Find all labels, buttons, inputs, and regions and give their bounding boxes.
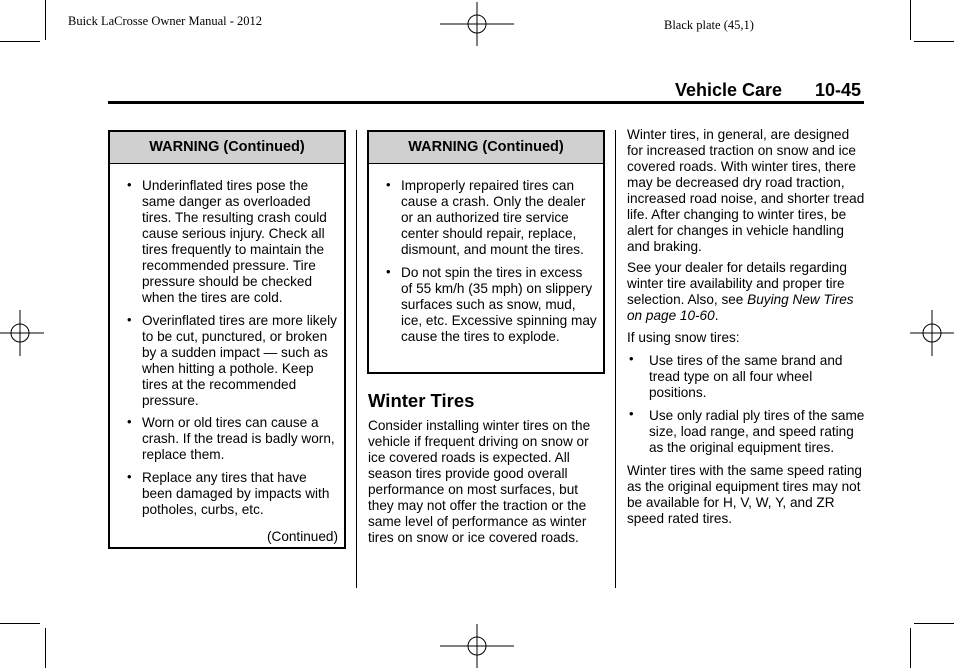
list-item: • Use tires of the same brand and tread type on all four wheel positions. [629, 351, 843, 400]
crop-mark [910, 0, 911, 40]
crop-mark [0, 41, 40, 42]
list-item: • Underinflated tires pose the same danger as overloaded tires. The resulting crash could cause serious injury. Check all tires frequently to maintain the recommended pressure. Tire pressure should be checked when the tires are cold. [127, 177, 327, 305]
bullet-icon: • [629, 351, 634, 366]
column-divider [356, 130, 357, 588]
column-three [627, 127, 867, 527]
section-heading: Winter Tires [368, 390, 475, 411]
bullet-icon: • [127, 414, 132, 429]
body-paragraph: If using snow tires: [627, 330, 740, 345]
page-number: 10-45 [815, 80, 862, 100]
list-item: • Worn or old tires can cause a crash. If the tread is badly worn, replace them. [127, 414, 335, 462]
warning-box [108, 130, 346, 549]
list-item: • Improperly repaired tires can cause a crash. Only the dealer or an authorized tire service center should repair, replace, dismount, and mount the tires. [386, 177, 586, 257]
crop-mark [45, 628, 46, 668]
registration-mark-icon [440, 624, 514, 668]
list-item: • Do not spin the tires in excess of 55 km/h (35 mph) on slippery surfaces such as snow, mud, ice, etc. Excessive spinning may cause the tires to explode. [386, 263, 597, 344]
continued-label: (Continued) [266, 529, 338, 544]
list-item: • Use only radial ply tires of the same size, load range, and speed rating as the original equipment tires. [629, 406, 865, 455]
column-divider [615, 130, 616, 588]
registration-mark-icon [0, 310, 44, 356]
bullet-icon: • [127, 468, 132, 484]
bullet-icon: • [386, 177, 391, 192]
crop-mark [910, 628, 911, 668]
list-item: • Overinflated tires are more likely to be cut, punctured, or broken by a sudden impact — such as when hitting a pothole. Keep tires at the recommended pressure. [127, 311, 337, 408]
body-paragraph: See your dealer for details regarding winter tire availability and proper tire selection. Also, see Buying New Tires on page 10-60. [627, 260, 854, 323]
registration-mark-icon [440, 2, 514, 46]
bullet-icon: • [127, 311, 132, 327]
body-paragraph: Winter tires, in general, are designed for increased traction on snow and ice covered roads. With winter tires, there may be decreased dry road traction, increased road noise, and shorter tread life. After changing to winter tires, be alert for changes in vehicle handling and braking. [627, 127, 865, 254]
crop-mark [0, 623, 40, 624]
crop-mark [45, 0, 46, 40]
manual-title: Buick LaCrosse Owner Manual - 2012 [68, 14, 263, 28]
body-paragraph: Consider installing winter tires on the vehicle if frequent driving on snow or ice covered roads is expected. All season tires provide good overall performance on most surfaces, but they may not offer the traction or the same level of performance as winter tires on snow or ice covered roads. [368, 418, 591, 545]
list-item: • Replace any tires that have been damaged by impacts with potholes, curbs, etc. [127, 468, 330, 517]
warning-box [367, 130, 605, 374]
plate-label: Black plate (45,1) [664, 18, 754, 32]
registration-mark-icon [910, 310, 954, 356]
crop-mark [914, 623, 954, 624]
bullet-icon: • [386, 263, 391, 279]
header-rule [108, 101, 864, 104]
crop-mark [914, 41, 954, 42]
cross-reference-link[interactable]: Buying New Tires on page 10-60 [627, 292, 854, 323]
bullet-icon: • [629, 406, 634, 421]
warning-title: WARNING (Continued) [369, 132, 603, 164]
warning-title: WARNING (Continued) [110, 132, 344, 164]
bullet-icon: • [127, 177, 132, 192]
section-title: Vehicle Care [675, 80, 783, 100]
body-paragraph: Winter tires with the same speed rating as the original equipment tires may not be available for H, V, W, Y, and ZR speed rated tires. [627, 463, 862, 526]
